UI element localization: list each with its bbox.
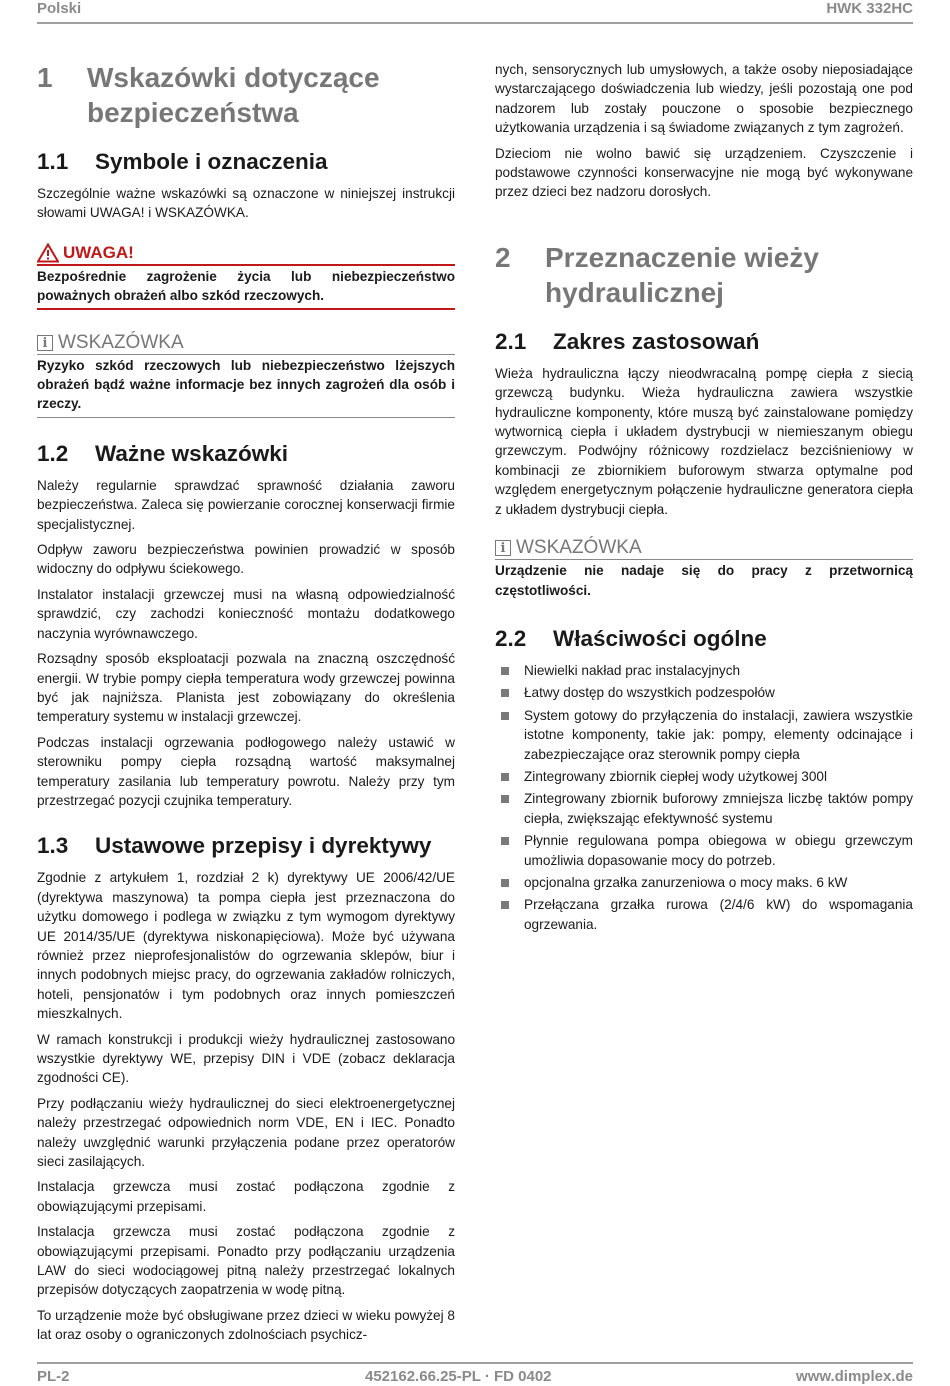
page-number: PL-2 [37, 1368, 70, 1385]
paragraph: Odpływ zaworu bezpieczeństwa powinien prowadzić w sposób widoczny do odpływu ściekowego. [37, 542, 455, 577]
note-box [495, 537, 913, 603]
warning-text: Bezpośrednie zagrożenie życia lub niebezpieczeństwo poważnych obrażeń albo szkód rzeczowych. [37, 268, 455, 304]
section-title: Przeznaczenie wieży hydraulicznej [545, 241, 819, 308]
divider [37, 308, 455, 310]
paragraph: Dzieciom nie wolno bawić się urządzeniem. Czyszczenie i podstawowe czynności konserwacyjne nie mogą być wykonywane przez dzieci bez nadzoru dorosłych. [495, 145, 913, 200]
section-number: 1 [37, 62, 53, 93]
page-header [37, 0, 913, 24]
paragraph: W ramach konstrukcji i produkcji wieży hydraulicznej zastosowano wszystkie dyrektywy WE, przepisy DIN i VDE (zobacz deklaracja zgodności CE). [37, 1031, 455, 1086]
warning-triangle-icon [37, 243, 59, 263]
warning-box [37, 243, 455, 310]
note-box [37, 332, 455, 418]
paragraph: Zgodnie z artykułem 1, rozdział 2 k) dyrektywy UE 2006/42/UE (dyrektywa maszynowa) ta pompa ciepła jest przeznaczona do użytku domowego i podlega w związku z tym wymogom dyrektywy UE 2014/35/UE (dyrektywa niskonapięciowa). Może być używana również przez nieprofesjonalistów do ogrzewania sklepów, biur i innych podobnych miejsc pracy, do ogrzewania zakładów rolniczych, hoteli, pensjonatów i tym podobnych oraz innych pomieszczeń mieszkalnych. [37, 870, 455, 1022]
section-title: Zakres zastosowań [553, 328, 760, 354]
section-2-1-heading [495, 328, 913, 356]
paragraph: To urządzenie może być obsługiwane przez dzieci w wieku powyżej 8 lat oraz osoby o ograniczonych zdolnościach psychicz- [37, 1307, 455, 1343]
section-title: Wskazówki dotyczące bezpieczeństwa [87, 62, 380, 128]
list-item: Zintegrowany zbiornik ciepłej wody użytkowej 300l [495, 767, 913, 786]
right-column [495, 60, 913, 937]
section-number: 2 [495, 241, 511, 273]
section-title: Symbole i oznaczenia [95, 149, 328, 174]
section-1-heading [37, 60, 455, 130]
info-icon: i [495, 540, 511, 556]
paragraph: Instalator instalacji grzewczej musi na własną odpowiedzialność sprawdzić, czy zachodzi konieczność montażu dodatkowego naczynia wyrównawczego. [37, 586, 455, 641]
list-item: opcjonalna grzałka zanurzeniowa o mocy maks. 6 kW [495, 873, 913, 892]
note-title: WSKAZÓWKA [516, 537, 642, 559]
paragraph: Przy podłączaniu wieży hydraulicznej do sieci elektroenergetycznej należy przestrzegać odpowiednich norm VDE, EN i IEC. Ponadto należy uwzględnić warunki przyłączenia podane przez operatorów sieci zasilających. [37, 1095, 455, 1170]
document-id: 452162.66.25-PL · FD 0402 [365, 1368, 552, 1385]
list-item: Przełączana grzałka rurowa (2/4/6 kW) do wspomagania ogrzewania. [495, 895, 913, 934]
section-title: Właściwości ogólne [553, 625, 767, 651]
list-item: Płynnie regulowana pompa obiegowa w obiegu grzewczym umożliwia dopasowanie mocy do potrzeb. [495, 831, 913, 870]
paragraph: Należy regularnie sprawdzać sprawność działania zaworu bezpieczeństwa. Zaleca się powierzanie corocznej konserwacji firmie specjalistycznej. [37, 477, 455, 532]
paragraph: nych, sensorycznych lub umysłowych, a także osoby nieposiadające wystarczającego doświadczenia lub wiedzy, jeśli pozostają one pod nadzorem lub zostały pouczone o sposobie bezpiecznego użytkowania urządzenia i są świadome związanych z tym zagrożeń. [495, 62, 913, 136]
list-item: System gotowy do przyłączenia do instalacji, zawiera wszystkie istotne komponenty, takie jak: pompy, elementy odcinające i zabezpieczające oraz sterownik pompy ciepła [495, 706, 913, 764]
note-text: Urządzenie nie nadaje się do pracy z przetwornicą częstotliwości. [495, 559, 913, 603]
section-1-3-heading [37, 832, 455, 860]
left-column [37, 60, 455, 1351]
list-item: Niewielki nakład prac instalacyjnych [495, 661, 913, 680]
section-number: 2.1 [495, 328, 527, 354]
paragraph: Rozsądny sposób eksploatacji pozwala na znaczną oszczędność energii. W trybie pompy ciepła temperatura wody grzewczej powinna być jak najniższa. Planista jest zobowiązany do określenia temperatury systemu w instalacji grzewczej. [37, 651, 455, 725]
note-text: Ryzyko szkód rzeczowych lub niebezpieczeństwo lżejszych obrażeń bądź ważne informacje bez innych zagrożeń dla osób i rzeczy. [37, 357, 455, 412]
section-number: 1.2 [37, 440, 69, 466]
section-1-2-heading [37, 440, 455, 468]
list-item: Łatwy dostęp do wszystkich podzespołów [495, 683, 913, 702]
section-title: Ustawowe przepisy i dyrektywy [95, 833, 432, 859]
section-number: 1.3 [37, 833, 69, 859]
section-2-heading [495, 240, 913, 310]
section-title: Ważne wskazówki [95, 440, 288, 466]
website-link[interactable]: www.dimplex.de [796, 1368, 913, 1385]
list-item: Zintegrowany zbiornik buforowy zmniejsza liczbę taktów pompy ciepła, zwiększając efektywność systemu [495, 789, 913, 828]
paragraph: Szczególnie ważne wskazówki są oznaczone w niniejszej instrukcji słowami UWAGA! i WSKAZÓWKA. [37, 186, 455, 221]
paragraph: Instalacja grzewcza musi zostać podłączona zgodnie z obowiązującymi przepisami. Ponadto przy podłączaniu urządzenia LAW do sieci wodociągowej pitną należy przestrzegać lokalnych przepisów dotyczących zaopatrzenia w wodę pitną. [37, 1224, 455, 1298]
paragraph: Wieża hydrauliczna łączy nieodwracalną pompę ciepła z siecią grzewczą budynku. Wieża hydrauliczna zawiera wszystkie hydrauliczne komponenty, które muszą być zainstalowane pomiędzy wytwornicą ciepła i układem dystrybucji w niemieszanym obiegu grzewczym. Podwójny różnicowy rozdzielacz bezciśnieniowy w kombinacji ze zbiornikiem buforowym stwarza optymalne pod względem energetycznym połączenie hydrauliczne generatora ciepła z układem dystrybucji ciepła. [495, 365, 913, 517]
section-2-2-heading [495, 625, 913, 653]
feature-list [495, 661, 913, 934]
divider [37, 417, 455, 418]
info-icon: i [37, 335, 53, 351]
section-number: 1.1 [37, 149, 69, 174]
paragraph: Instalacja grzewcza musi zostać podłączona zgodnie z obowiązującymi przepisami. [37, 1179, 455, 1214]
page-footer [37, 1362, 913, 1385]
section-number: 2.2 [495, 625, 527, 651]
paragraph: Podczas instalacji ogrzewania podłogowego należy ustawić w sterowniku pompy ciepła rozsądną wartość maksymalnej temperatury zasilania lub temperatury powrotu. Należy przy tym przestrzegać pozycji czujnika temperatury. [37, 734, 455, 808]
note-title: WSKAZÓWKA [58, 331, 184, 353]
header-model: HWK 332HC [826, 0, 913, 17]
section-1-1-heading [37, 148, 455, 176]
warning-title: UWAGA! [63, 242, 134, 262]
header-language: Polski [37, 0, 82, 17]
